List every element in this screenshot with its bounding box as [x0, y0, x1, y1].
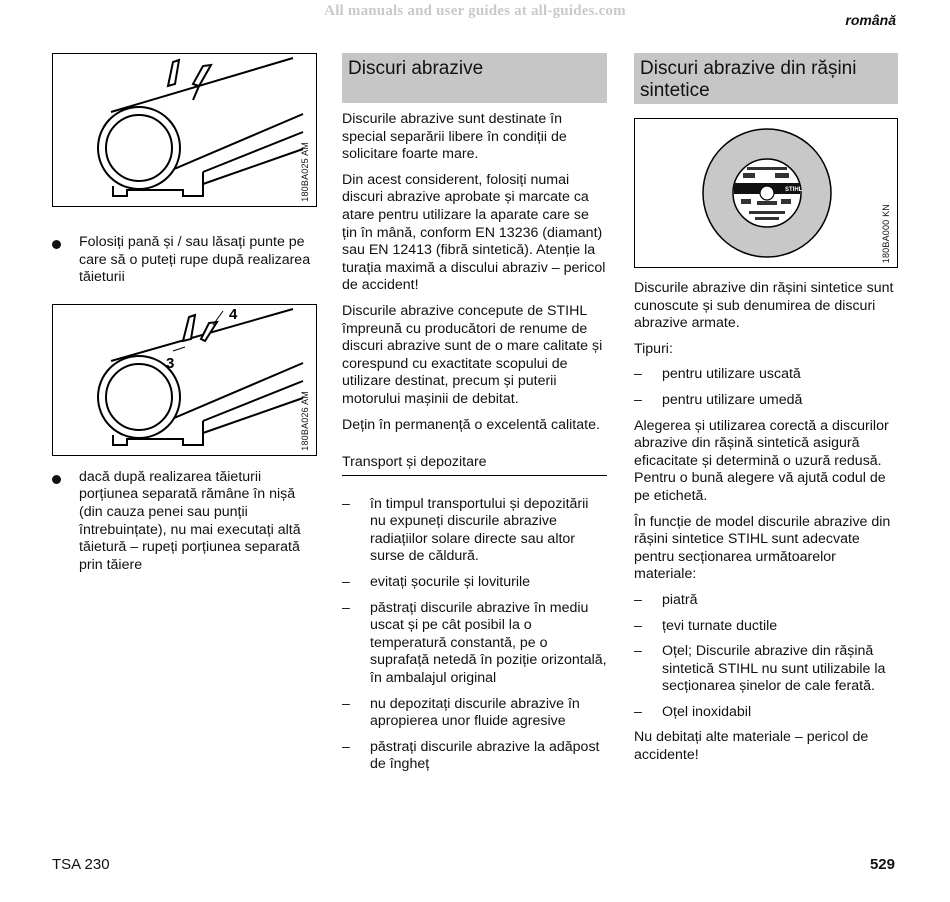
- list-item-text: pentru utilizare uscată: [662, 366, 801, 383]
- list-item-text: Oțel; Discurile abrazive din rășină sintetică STIHL nu sunt utilizabile la secționarea șinelor de cale ferată.: [662, 643, 886, 695]
- page-number: 529: [869, 856, 895, 873]
- dash-marker: –: [342, 599, 350, 616]
- watermark: All manuals and user guides at all-guides.com: [324, 3, 626, 19]
- dash-marker: –: [634, 703, 642, 720]
- section-title: Discuri abrazive: [342, 53, 607, 103]
- list-item-text: în timpul transportului și depozitării nu expuneți discurile abrazive radiațiilor solare directe sau altor surse de căldură.: [370, 495, 589, 565]
- pipe-wedge-numbered-drawing: [53, 305, 315, 454]
- list-item: [342, 574, 607, 592]
- pipe-wedge-figure-numbered: [52, 304, 317, 456]
- bullet-dot-icon: [52, 240, 61, 249]
- dash-marker: –: [342, 738, 350, 755]
- section-title: Discuri abrazive din rășini sintetice: [634, 53, 898, 104]
- bullet-text: Folosiți pană și / sau lăsați punte pe care să o puteți rupe după realizarea tăieturii: [79, 234, 311, 286]
- figure-code: 180BA025 AM: [300, 142, 311, 202]
- dash-marker: –: [634, 591, 642, 608]
- figure-label-4: 4: [229, 305, 238, 323]
- paragraph: Discurile abrazive concepute de STIHL împreună cu producători de renume de discuri abrazive sunt de o mare calitate și corespund cu exactitate scopului de utilizare destinat, precum și puterii motorului mașinii de debitat.: [342, 302, 603, 407]
- paragraph: Discurile abrazive sunt destinate în special separării libere în condiții de solicitare foarte mare.: [342, 111, 567, 163]
- pipe-wedge-figure: [52, 53, 317, 207]
- paragraph: Discurile abrazive din rășini sintetice sunt cunoscute și sub denumirea de discuri abrazive armate.: [634, 280, 894, 332]
- bullet-item: [52, 469, 317, 575]
- pipe-wedge-drawing: [53, 54, 315, 205]
- list-item: [342, 739, 607, 774]
- bullet-item: [52, 234, 317, 287]
- list-item-text: nu depozitați discurile abrazive în apropierea unor fluide agresive: [370, 695, 580, 730]
- list-item-text: piatră: [662, 591, 698, 608]
- list-item: [634, 704, 898, 722]
- paragraph: În funcție de model discurile abrazive din rășini sintetice STIHL sunt adecvate pentru secționarea următoarelor materiale:: [634, 513, 891, 583]
- disc-brand-label: STIHL: [785, 187, 803, 193]
- footer-model: TSA 230: [52, 856, 110, 873]
- list-item-text: Oțel inoxidabil: [662, 703, 752, 720]
- list-item: [342, 696, 607, 731]
- paragraph: Dețin în permanență o excelentă calitate.: [342, 416, 600, 433]
- list-item: [634, 592, 898, 610]
- dash-marker: –: [634, 643, 642, 660]
- paragraph: [634, 729, 898, 764]
- list-item-text: păstrați discurile abrazive în mediu uscat și pe cât posibil la o temperatură constantă, pe o suprafață netedă în poziție orizontală, în ambalajul original: [370, 599, 607, 687]
- paragraph: Alegerea și utilizarea corectă a discurilor abrazive din rășină sintetică asigură eficacitate și determină o uzură redusă. Pentru o bună alegere vă ajută codul de pe etichetă.: [634, 417, 889, 504]
- dash-marker: –: [634, 391, 642, 408]
- paragraph: Tipuri:: [634, 340, 673, 357]
- bullet-text: dacă după realizarea tăieturii porțiunea separată rămâne în nișă (din cauza penei sau punții întrebuințate), nu mai executați altă tăietură – rupeți porțiunea separată prin tăiere: [79, 468, 301, 573]
- list-item: [634, 392, 898, 410]
- abrasive-disc-figure: [634, 118, 898, 268]
- list-item-text: păstrați discurile abrazive la adăpost de îngheț: [370, 738, 600, 773]
- figure-code: 180BA000 KN: [881, 203, 892, 263]
- list-item-text: țevi turnate ductile: [662, 617, 778, 634]
- figure-code: 180BA026 AM: [300, 391, 311, 451]
- list-item: [634, 643, 898, 696]
- list-item: [342, 600, 607, 688]
- dash-marker: –: [342, 495, 350, 512]
- dash-marker: –: [342, 695, 350, 712]
- subheading: Transport și depozitare: [342, 454, 607, 476]
- column-left: [52, 53, 317, 574]
- abrasive-disc-drawing: [635, 119, 896, 266]
- list-item: [342, 496, 607, 566]
- language-label: română: [845, 12, 896, 28]
- list-item: [634, 366, 898, 384]
- column-middle: [342, 53, 607, 774]
- paragraph-text: Nu debitați alte materiale –: [634, 729, 807, 746]
- dash-marker: –: [342, 574, 350, 591]
- warning-text: pericol de accident!: [342, 259, 606, 294]
- list-item-text: pentru utilizare umedă: [662, 391, 803, 408]
- paragraph: [342, 172, 607, 295]
- list-item-text: evitați șocurile și loviturile: [370, 574, 531, 591]
- paragraph-text: Din acest considerent, folosiți numai discuri abrazive aprobate și marcate ca atare pentru utilizare la aparate care se țin în mână, conform EN 13236 (diamant) sau EN 12413 (fibră sintetică). Atenție la turația maximă a discului abraziv –: [342, 171, 603, 276]
- list-item: [634, 618, 898, 636]
- dash-marker: –: [634, 617, 642, 634]
- column-right: [634, 53, 898, 765]
- figure-label-3: 3: [166, 354, 175, 372]
- bullet-dot-icon: [52, 475, 61, 484]
- warning-text: pericol de accidente!: [634, 729, 869, 764]
- dash-marker: –: [634, 366, 642, 383]
